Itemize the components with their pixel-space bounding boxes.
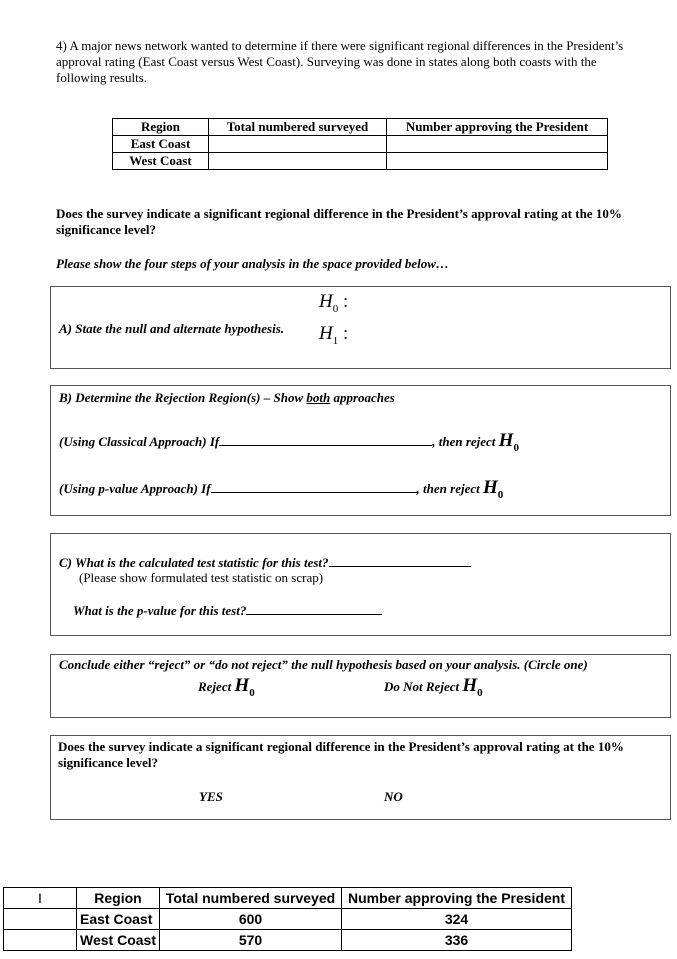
h0-symbol bbox=[234, 675, 255, 699]
table-row bbox=[113, 136, 608, 153]
table-cell bbox=[4, 930, 77, 951]
pvalue-blank[interactable] bbox=[246, 602, 382, 615]
h-subscript: 0 bbox=[513, 441, 519, 454]
table-cell[interactable] bbox=[209, 136, 387, 153]
main-question: Does the survey indicate a significant regional difference in the President’s approval rating at the 10% significance level? bbox=[56, 206, 622, 237]
do-not-reject-label: Do Not Reject bbox=[384, 679, 460, 694]
conclusion-box bbox=[50, 654, 671, 718]
table-cell: 600 bbox=[160, 909, 342, 930]
final-question-box bbox=[50, 735, 671, 820]
table-cell: 570 bbox=[160, 930, 342, 951]
h-letter: H bbox=[498, 430, 514, 451]
do-not-reject-option[interactable] bbox=[384, 675, 483, 699]
h-letter: H bbox=[234, 675, 250, 696]
table-header-cell: Number approving the President bbox=[387, 119, 608, 136]
null-hypothesis-symbol bbox=[319, 291, 348, 315]
table-cell bbox=[4, 909, 77, 930]
table-header-row bbox=[113, 119, 608, 136]
colon: : bbox=[342, 291, 349, 312]
table-cell: East Coast bbox=[77, 909, 160, 930]
scrap-note: (Please show formulated test statistic on scrap) bbox=[79, 570, 324, 585]
then-reject-text: , then reject bbox=[432, 434, 496, 449]
test-statistic-row bbox=[59, 554, 471, 571]
pvalue-row bbox=[73, 602, 382, 619]
table-cell: West Coast bbox=[113, 153, 209, 170]
colon: : bbox=[342, 323, 349, 344]
section-b-title bbox=[59, 390, 395, 406]
h0-symbol bbox=[462, 675, 483, 699]
no-option[interactable]: NO bbox=[384, 789, 403, 804]
table-header-cell: Total numbered surveyed bbox=[209, 119, 387, 136]
h-subscript: 0 bbox=[477, 686, 483, 699]
h-letter: H bbox=[482, 477, 498, 498]
reject-option[interactable] bbox=[198, 675, 255, 699]
h-letter: H bbox=[319, 291, 333, 312]
final-question-text: Does the survey indicate a significant regional difference in the President’s approval rating at the 10% significance level? bbox=[58, 739, 624, 770]
classical-answer-blank[interactable] bbox=[219, 433, 432, 446]
title-text: B) Determine the Rejection Region(s) – Show bbox=[59, 390, 307, 405]
h-subscript: 0 bbox=[332, 302, 339, 315]
classical-label: (Using Classical Approach) If bbox=[59, 434, 220, 449]
section-a-label: A) State the null and alternate hypothesis. bbox=[59, 321, 285, 336]
pvalue-label: (Using p-value Approach) If bbox=[59, 481, 211, 496]
table-cell: 324 bbox=[342, 909, 572, 930]
reject-label: Reject bbox=[198, 679, 232, 694]
pvalue-approach-row bbox=[59, 477, 503, 501]
pvalue-question-label: What is the p-value for this test? bbox=[73, 603, 247, 618]
h0-symbol bbox=[482, 477, 504, 501]
h-subscript: 0 bbox=[249, 686, 255, 699]
table-cell[interactable] bbox=[209, 153, 387, 170]
pvalue-answer-blank[interactable] bbox=[211, 480, 417, 493]
h-subscript: 0 bbox=[497, 488, 504, 501]
table-cell: West Coast bbox=[77, 930, 160, 951]
table-header-cell: Total numbered surveyed bbox=[160, 888, 342, 909]
table-cell: East Coast bbox=[113, 136, 209, 153]
alt-hypothesis-symbol bbox=[319, 323, 348, 347]
yes-option[interactable]: YES bbox=[199, 789, 223, 804]
h-subscript: 1 bbox=[332, 334, 339, 347]
table-header-cell: Number approving the President bbox=[342, 888, 572, 909]
h0-symbol bbox=[498, 430, 519, 454]
blank-data-table bbox=[112, 118, 608, 170]
title-emphasis: both bbox=[306, 390, 331, 405]
table-row bbox=[4, 930, 572, 951]
row-marker: I bbox=[4, 888, 77, 909]
then-reject-text: , then reject bbox=[416, 481, 480, 496]
section-b-box[interactable] bbox=[50, 385, 671, 516]
table-cell[interactable] bbox=[387, 153, 608, 170]
table-header-cell: Region bbox=[77, 888, 160, 909]
table-cell: 336 bbox=[342, 930, 572, 951]
section-c-box[interactable] bbox=[50, 533, 671, 636]
table-cell[interactable] bbox=[387, 136, 608, 153]
table-row bbox=[4, 909, 572, 930]
h-letter: H bbox=[462, 675, 478, 696]
conclusion-text: Conclude either “reject” or “do not reject” the null hypothesis based on your analysis. (Circle one) bbox=[59, 657, 588, 672]
table-row bbox=[113, 153, 608, 170]
classical-approach-row bbox=[59, 430, 519, 454]
filled-data-table bbox=[3, 887, 572, 951]
title-text: approaches bbox=[330, 390, 395, 405]
table-header-cell: Region bbox=[113, 119, 209, 136]
test-statistic-blank[interactable] bbox=[329, 554, 471, 567]
h-letter: H bbox=[319, 323, 333, 344]
table-header-row bbox=[4, 888, 572, 909]
section-a-box[interactable] bbox=[50, 286, 671, 369]
test-statistic-label: C) What is the calculated test statistic for this test? bbox=[59, 555, 329, 570]
instructions: Please show the four steps of your analysis in the space provided below… bbox=[56, 256, 449, 271]
problem-intro: 4) A major news network wanted to determine if there were significant regional differences in the President’s approval rating (East Coast versus West Coast). Surveying was done in states along both coasts with the following results. bbox=[56, 38, 624, 85]
